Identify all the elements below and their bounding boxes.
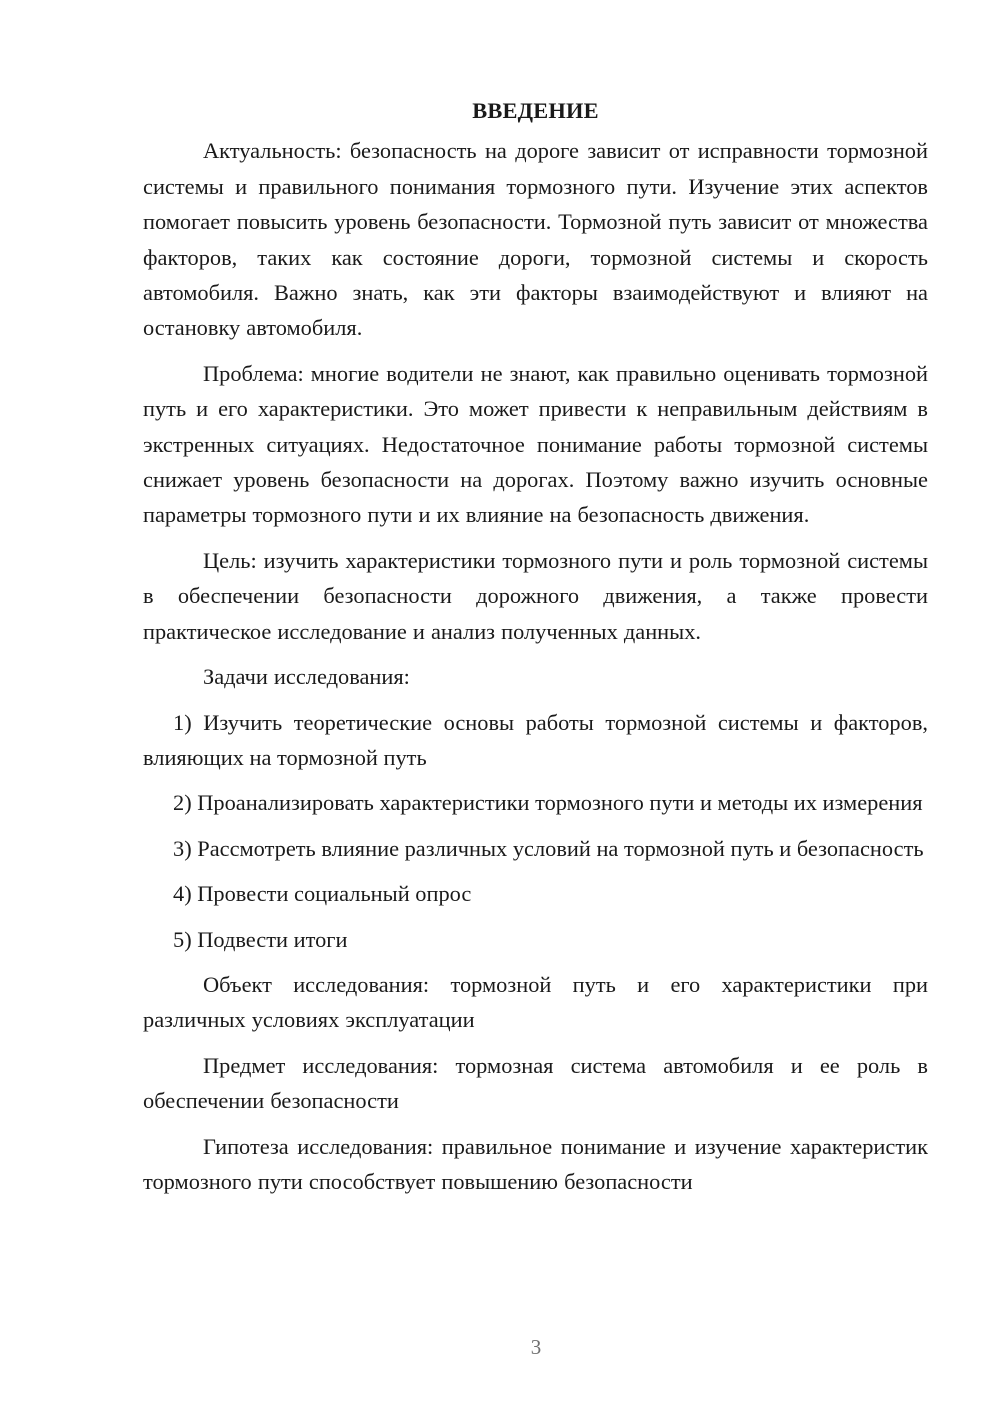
object-paragraph: Объект исследования: тормозной путь и его характеристики при различных условиях эксплуатации — [143, 971, 928, 1033]
tasks-list — [143, 705, 928, 957]
task-item-4: 4) Провести социальный опрос — [173, 881, 472, 907]
hypothesis-paragraph: Гипотеза исследования: правильное понимание и изучение характеристик тормозного пути способствует повышению безопасности — [143, 1133, 928, 1194]
task-item-3: 3) Рассмотреть влияние различных условий на тормозной путь и безопасность — [173, 835, 924, 861]
page-number: 3 — [530, 1335, 542, 1359]
page-title: ВВЕДЕНИЕ — [472, 98, 599, 123]
page-content — [143, 93, 928, 1209]
relevance-paragraph: Актуальность: безопасность на дороге зависит от исправности тормозной системы и правильного понимания тормозного пути. Изучение этих аспектов помогает повысить уровень безопасности. Тормозной путь зависит от множества факторов, таких как состояние дороги, тормозной системы и скорость автомобиля. Важно знать, как эти факторы взаимодействуют и влияют на остановку автомобиля. — [143, 138, 928, 341]
tasks-heading: Задачи исследования: — [203, 664, 410, 690]
task-item-5: 5) Подвести итоги — [173, 926, 348, 952]
task-item-1: 1) Изучить теоретические основы работы тормозной системы и факторов, влияющих на тормозной путь — [143, 709, 928, 770]
task-item-2: 2) Проанализировать характеристики тормозного пути и методы их измерения — [173, 790, 923, 816]
problem-paragraph: Проблема: многие водители не знают, как правильно оценивать тормозной путь и его характеристики. Это может привести к неправильным действиям в экстренных ситуациях. Недостаточное понимание работы тормозной системы снижает уровень безопасности на дорогах. Поэтому важно изучить основные параметры тормозного пути и их влияние на безопасность движения. — [143, 360, 928, 528]
subject-paragraph: Предмет исследования: тормозная система автомобиля и ее роль в обеспечении безопасности — [143, 1052, 928, 1114]
goal-paragraph: Цель: изучить характеристики тормозного пути и роль тормозной системы в обеспечении безопасности дорожного движения, а также провести практическое исследование и анализ полученных данных. — [143, 547, 928, 644]
